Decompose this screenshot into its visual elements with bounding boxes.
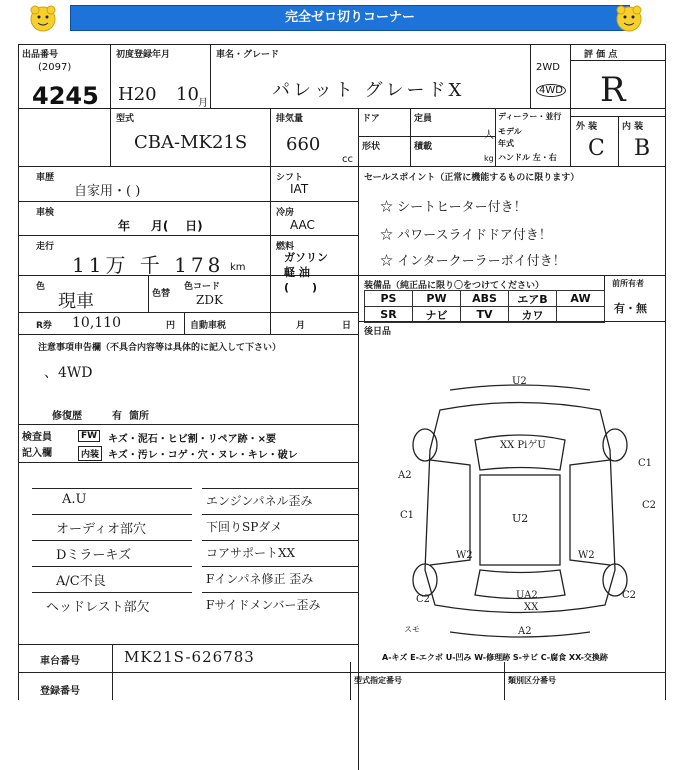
- equipment-grid: [364, 290, 605, 323]
- cc-unit: cc: [342, 154, 353, 165]
- inspector-label: 検査員 記入欄: [22, 432, 52, 459]
- exterior-grade: C: [588, 136, 605, 161]
- shift-label: シフト: [276, 173, 304, 183]
- chassis-value: MK21S-626783: [124, 648, 255, 666]
- shape-label: 形状: [362, 142, 381, 152]
- inspection-value: 年 月( 日): [118, 219, 203, 233]
- shift-value: IAT: [290, 182, 309, 196]
- equip-airbag: エアB: [509, 291, 557, 307]
- usage-value: 自家用・( ): [74, 184, 141, 199]
- color-change-label: 色替: [152, 289, 171, 299]
- fourwd-label: 4WD: [536, 84, 566, 97]
- repair-label: 修復歴: [52, 411, 82, 422]
- equip-ps: PS: [365, 291, 413, 307]
- mark-c2-rear-right: C2: [622, 590, 637, 601]
- usage-label: 車歴: [36, 173, 55, 183]
- displacement-value: 660: [286, 134, 321, 155]
- twowd-label: 2WD: [536, 62, 560, 73]
- condition-label: 前所有者: [612, 279, 644, 288]
- notes-value: 、4WD: [44, 365, 93, 381]
- fw-tag: FW: [78, 430, 100, 442]
- interior-tag: 内装: [78, 446, 102, 461]
- mark-ua2: UA2: [516, 590, 538, 601]
- color-label: 色: [36, 282, 46, 292]
- reg-era: H20: [118, 84, 157, 105]
- mileage-value: 11万 千 178: [72, 253, 225, 277]
- exterior-label: 外 装: [576, 122, 598, 132]
- equip-tv: TV: [461, 307, 509, 323]
- car-damage-diagram: [380, 370, 670, 650]
- tax-day: 日: [342, 321, 352, 331]
- mark-c2-rear-left: C2: [416, 594, 431, 605]
- chassis-label: 車台番号: [40, 656, 80, 667]
- rear-seat-label: 後日品: [364, 327, 392, 337]
- equip-navi: ナビ: [413, 307, 461, 323]
- load-label: 積載: [414, 142, 433, 152]
- comment-right-3: コアサポートXX: [206, 546, 296, 560]
- equip-abs: ABS: [461, 291, 509, 307]
- mark-a2-left: A2: [398, 470, 412, 481]
- form-label-1: 型式指定番号: [354, 676, 402, 685]
- handle-label: ハンドル 左・右: [498, 153, 557, 162]
- equip-aw: AW: [557, 291, 605, 307]
- lot-sub: (2097): [38, 62, 72, 73]
- lot-number: 4245: [32, 82, 99, 110]
- recycle-value: 10,110: [72, 315, 121, 331]
- tax-label: 自動車税: [190, 321, 227, 331]
- fuel-label: 燃料: [276, 242, 295, 252]
- sales-point-3: ☆ インタークーラーボイ付き！: [380, 254, 566, 269]
- mark-c1-right: C1: [638, 458, 653, 469]
- comment-left-5: ヘッドレスト部欠: [46, 600, 150, 615]
- kg-unit: kg: [484, 154, 494, 163]
- comment-left-2: オーディオ部穴: [56, 522, 146, 537]
- comment-right-2: 下回りSPダメ: [206, 520, 283, 534]
- diagram-legend: A-キズ E-エクボ U-凹み W-修理跡 S-サビ C-腐食 XX-交換跡: [382, 653, 608, 662]
- mark-a2-rear: A2: [518, 626, 532, 637]
- right-mascot-icon: [614, 4, 644, 34]
- banner: [0, 0, 700, 38]
- comment-right-5: Fサイドメンバー歪み: [206, 598, 321, 612]
- capacity-label: 定員: [414, 114, 433, 124]
- color-code-value: ZDK: [196, 293, 223, 307]
- reg-month-suffix: 月: [198, 98, 208, 109]
- mark-u2-roof: U2: [512, 512, 529, 525]
- equip-pw: PW: [413, 291, 461, 307]
- inspection-row1: キズ・泥石・ヒビ割・リペア跡・×要: [108, 434, 276, 445]
- car-name: パレット グレードX: [272, 80, 465, 101]
- comment-right-1: エンジンパネル歪み: [206, 494, 313, 508]
- mark-xx-rear: XX: [524, 602, 539, 613]
- person-unit: 人: [484, 130, 494, 141]
- mark-w2-left: W2: [456, 550, 473, 561]
- lot-label: 出品番号: [22, 50, 59, 60]
- ac-value: AAC: [290, 218, 315, 232]
- displacement-label: 排気量: [276, 114, 304, 124]
- inspection-label: 車検: [36, 208, 55, 218]
- interior-grade: B: [634, 136, 651, 161]
- sales-point-1: ☆ シートヒーター付き！: [380, 200, 527, 215]
- equip-leather: カワ: [509, 307, 557, 323]
- score-value: R: [600, 70, 626, 110]
- equip-sr: SR: [365, 307, 413, 323]
- color-code-label: 色コード: [184, 282, 221, 292]
- model-label: 型式: [116, 114, 135, 124]
- door-label: ドア: [362, 114, 380, 124]
- color-value: 現車: [58, 291, 94, 312]
- registration-label: 登録番号: [40, 686, 80, 697]
- recycle-label: R券: [36, 321, 52, 331]
- reg-label: 初度登録年月: [116, 50, 171, 60]
- interior-label: 内 装: [622, 122, 644, 132]
- sales-points-label: セールスポイント（正常に機能するものに限ります）: [364, 173, 580, 183]
- sales-point-2: ☆ パワースライドドア付き！: [380, 228, 552, 243]
- mark-sumo: スモ: [404, 625, 420, 634]
- notes-label: 注意事項申告欄（不具合内容等は具体的に記入して下さい）: [38, 343, 282, 353]
- ac-label: 冷房: [276, 208, 295, 218]
- year-label: 年式: [498, 139, 514, 148]
- model-value: CBA-MK21S: [134, 132, 248, 153]
- mark-c2-right: C2: [642, 500, 657, 511]
- tax-month: 月: [296, 321, 306, 331]
- model-label2: モデル: [498, 127, 522, 136]
- banner-title: 完全ゼロ切りコーナー: [70, 5, 630, 31]
- mark-u2-top: U2: [512, 376, 527, 387]
- reg-month: 10: [176, 84, 199, 105]
- comment-left-1: A.U: [62, 492, 87, 507]
- form-label-2: 類別区分番号: [508, 676, 556, 685]
- condition-value: 有・無: [614, 302, 647, 315]
- repair-value: 有 箇所: [112, 411, 149, 422]
- left-mascot-icon: [28, 4, 58, 34]
- km-unit: km: [230, 262, 246, 273]
- comment-right-4: Fインパネ修正 歪み: [206, 572, 314, 586]
- comment-left-3: Dミラーキズ: [56, 548, 132, 563]
- mileage-label: 走行: [36, 242, 55, 252]
- inspection-row2: キズ・汚レ・コゲ・穴・ヌレ・キレ・破レ: [108, 450, 298, 461]
- name-label: 車名・グレード: [216, 50, 280, 60]
- score-label: 評 価 点: [584, 50, 618, 60]
- mark-xx-pigu: XX PiゲU: [500, 440, 546, 451]
- dealer-label: ディーラー・並行: [498, 112, 562, 121]
- equipment-label: 装備品（純正品に限り〇をつけてください）: [364, 281, 545, 291]
- mark-c1-left: C1: [400, 510, 415, 521]
- fuel-value: ガソリン 軽 油 ( ): [284, 251, 328, 294]
- mark-w2-right: W2: [578, 550, 595, 561]
- comment-left-4: A/C不良: [56, 574, 106, 589]
- yen-unit: 円: [166, 321, 176, 331]
